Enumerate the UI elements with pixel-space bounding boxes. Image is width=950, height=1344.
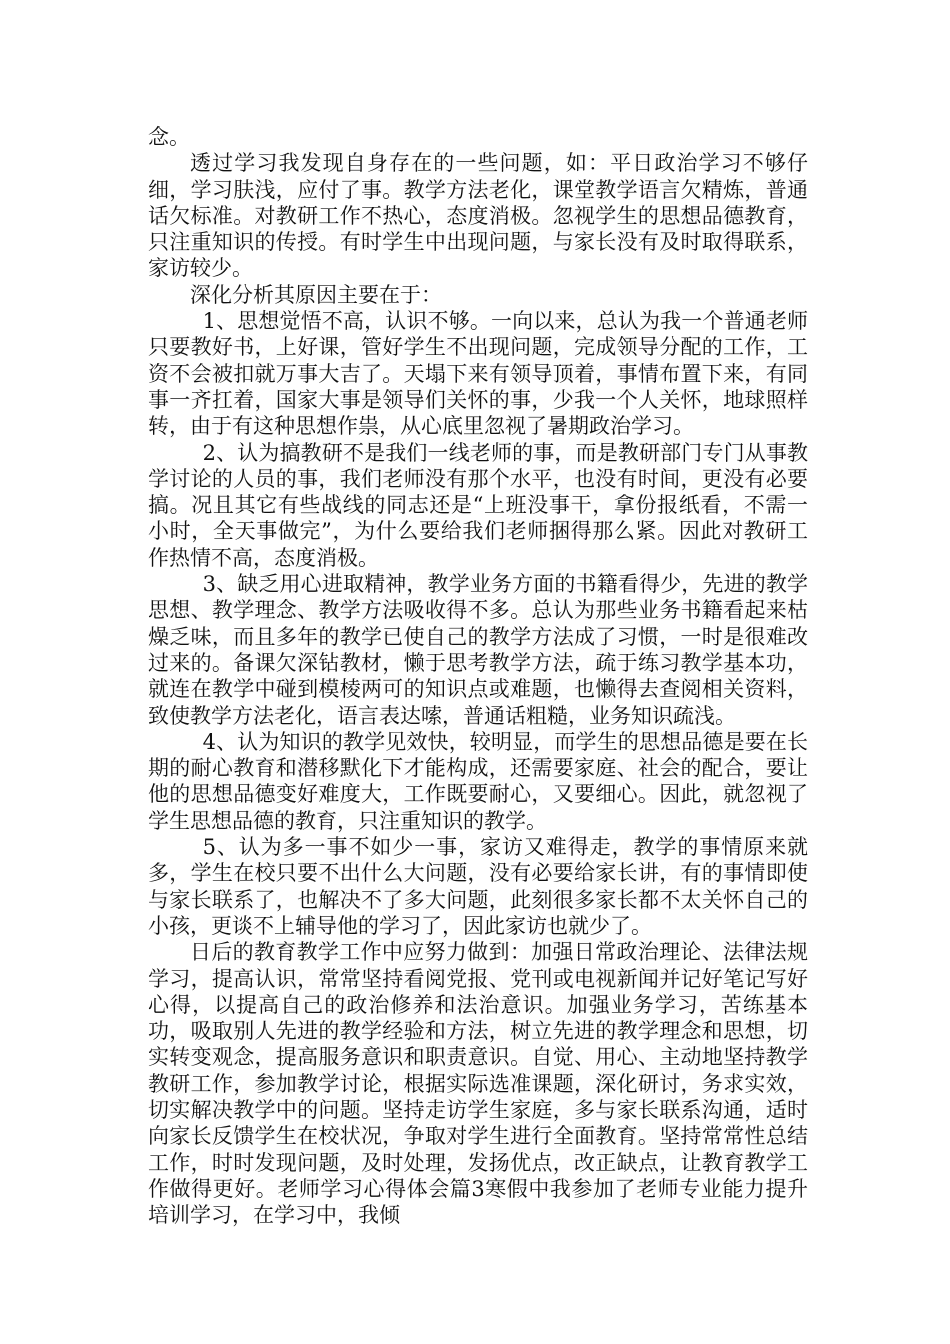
paragraph-reason-intro: 深化分析其原因主要在于： [190,282,442,307]
paragraph-reason-4: 4、认为知识的教学见效快，较明显，而学生的思想品德是要在长期的耐心教育和潜移默化下才能构成，还需要家庭、社会的配合，要让他的思想品德变好难度大，工作既要耐心，又要细心。因此，就忽视了学生思想品德的教育，只注重知识的教学。 [148,729,808,833]
paragraph-self-problems: 透过学习我发现自身存在的一些问题，如：平日政治学习不够仔细，学习肤浅，应付了事。教学方法老化，课堂教学语言欠精炼，普通话欠标准。对教研工作不热心，态度消极。忽视学生的思想品德教育，只注重知识的传授。有时学生中出现问题，与家长没有及时取得联系，家访较少。 [148,151,808,281]
document-body [148,124,808,1228]
paragraph-continuation: 念。 [148,125,190,149]
paragraph-future-work: 日后的教育教学工作中应努力做到：加强日常政治理论、法律法规学习，提高认识，常常坚持看阅党报、党刊或电视新闻并记好笔记写好心得，以提高自己的政治修养和法治意识。加强业务学习，苦练基本功，吸取别人先进的教学经验和方法，树立先进的教学理念和思想，切实转变观念，提高服务意识和职责意识。自觉、用心、主动地坚持教学教研工作，参加教学讨论，根据实际选准课题，深化研讨，务求实效，切实解决教学中的问题。坚持走访学生家庭，多与家长联系沟通，适时向家长反馈学生在校状况，争取对学生进行全面教育。坚持常常性总结工作，时时发现问题，及时处理，发扬优点，改正缺点，让教育教学工作做得更好。老师学习心得体会篇3寒假中我参加了老师专业能力提升培训学习，在学习中，我倾 [148,940,808,1228]
paragraph-reason-2: 2、认为搞教研不是我们一线老师的事，而是教研部门专门从事教学讨论的人员的事，我们老师没有那个水平，也没有时间，更没有必要搞。况且其它有些战线的同志还是“上班没事干，拿份报纸看，不需一小时，全天事做完”，为什么要给我们老师捆得那么紧。因此对教研工作热情不高，态度消极。 [148,440,808,570]
paragraph-reason-5: 5、认为多一事不如少一事，家访又难得走，教学的事情原来就多，学生在校只要不出什么大问题，没有必要给家长讲，有的事情即使与家长联系了，也解决不了多大问题，此刻很多家长都不太关怀自己的小孩，更谈不上辅导他的学习了，因此家访也就少了。 [148,835,808,938]
paragraph-reason-1: 1、思想觉悟不高，认识不够。一向以来，总认为我一个普通老师只要教好书，上好课，管好学生不出现问题，完成领导分配的工作，工资不会被扣就万事大吉了。天塌下来有领导顶着，事情布置下来，有同事一齐扛着，国家大事是领导们关怀的事，少我一个人关怀，地球照样转，由于有这种思想作祟，从心底里忽视了暑期政治学习。 [148,309,808,439]
paragraph-reason-3: 3、缺乏用心进取精神，教学业务方面的书籍看得少，先进的教学思想、教学理念、教学方法吸收得不多。总认为那些业务书籍看起来枯燥乏味，而且多年的教学已使自己的教学方法成了习惯，一时是很难改过来的。备课欠深钻教材，懒于思考教学方法，疏于练习教学基本功，就连在教学中碰到模棱两可的知识点或难题，也懒得去查阅相关资料，致使教学方法老化，语言表达嗦，普通话粗糙，业务知识疏浅。 [148,572,808,728]
